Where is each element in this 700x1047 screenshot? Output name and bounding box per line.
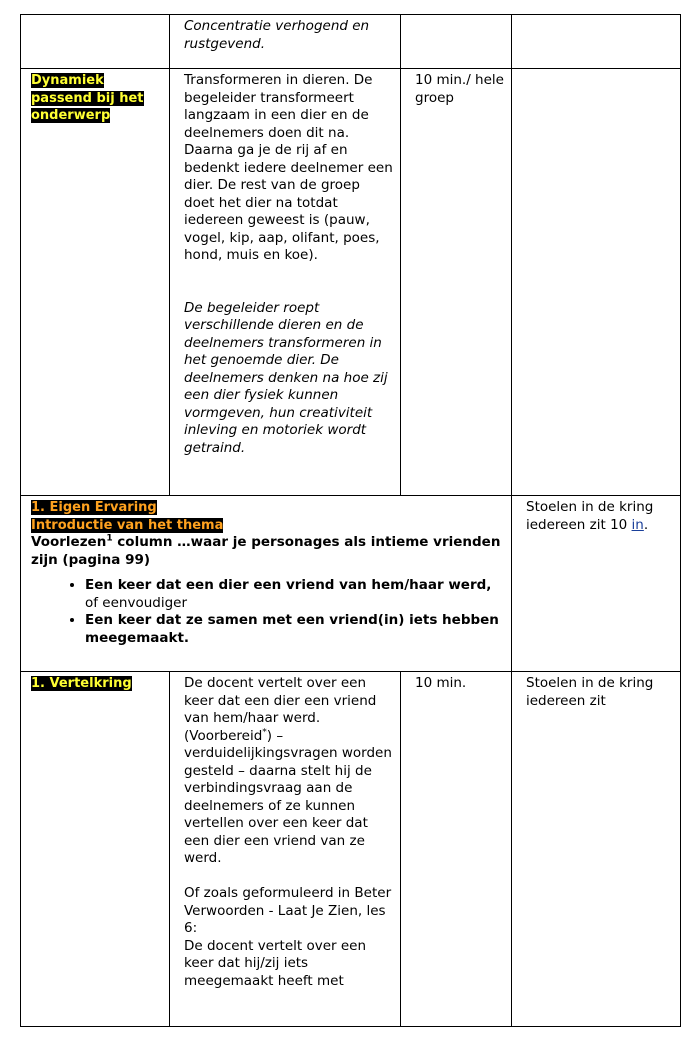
cell-label (21, 69, 170, 496)
activity-note: De begeleider roept verschillende dieren en de deelnemers transformeren in het genoemde dier. De deelnemers denken na hoe zij een dier fysiek kunnen vormgeven, hun creativiteit inleving en motoriek wordt getraind. (184, 299, 388, 456)
cell-materials (512, 496, 681, 672)
activity-text-2: Of zoals geformuleerd in Beter Verwoorden - Laat Je Zien, les 6: (184, 885, 392, 936)
activity-text-3: De docent vertelt over een keer dat hij/zij iets meegemaakt heeft met (184, 937, 367, 989)
bullet-list (31, 577, 507, 647)
section-subheading: Introductie van het thema (31, 517, 224, 533)
time-text: 10 min. (415, 675, 467, 691)
intro-text: Voorlezen$^1$ column …waar je personages als intieme vrienden zijn (pagina 99) (31, 533, 501, 568)
table-row (21, 672, 681, 1027)
lesson-plan-table (20, 14, 681, 1027)
table-row (21, 15, 681, 69)
table-row (21, 69, 681, 496)
section-heading: 1. Eigen Ervaring (31, 500, 157, 515)
cell-section (21, 496, 512, 672)
cell-time (401, 672, 512, 1027)
cell-time (401, 69, 512, 496)
section-label: 1. Vertelkring (31, 676, 132, 691)
time-text: 10 min./ hele groep (415, 72, 504, 106)
activity-text: Transformeren in dieren. De begeleider transformeert langzaam in een dier en de deelnemers doen dit na. Daarna ga je de rij af en bedenkt iedere deelnemer een dier. De rest van de groep doet het dier na totdat iedereen geweest is (pauw, vogel, kip, aap, olifant, poes, hond, muis en koe). (184, 72, 393, 263)
materials-text: Stoelen in de kring iedereen zit 10 in. (526, 499, 654, 533)
cell-activity (170, 69, 401, 496)
cell-activity (170, 15, 401, 69)
cell-materials (512, 15, 681, 69)
materials-text: Stoelen in de kring iedereen zit (526, 675, 654, 709)
cell-materials (512, 672, 681, 1027)
list-item: • Een keer dat een dier een vriend van hem/haar werd, of eenvoudiger (85, 577, 507, 612)
list-item: • Een keer dat ze samen met een vriend(in) iets hebben meegemaakt. (85, 612, 507, 647)
table-row (21, 496, 681, 672)
cell-label (21, 672, 170, 1027)
cell-time (401, 15, 512, 69)
activity-text: De docent vertelt over een keer dat een dier een vriend van hem/haar werd. (Voorbereid*) – verduidelijkingsvragen worden gesteld – daarna stelt hij de verbindingsvraag aan de deelnemers of ze kunnen vertellen over een keer dat een dier een vriend van ze werd. (184, 675, 392, 866)
materials-link[interactable]: in (631, 516, 644, 533)
cell-materials (512, 69, 681, 496)
section-label: Dynamiek passend bij het onderwerp (31, 73, 144, 123)
activity-text: Concentratie verhogend en rustgevend. (184, 18, 370, 52)
cell-activity (170, 672, 401, 1027)
cell-label (21, 15, 170, 69)
